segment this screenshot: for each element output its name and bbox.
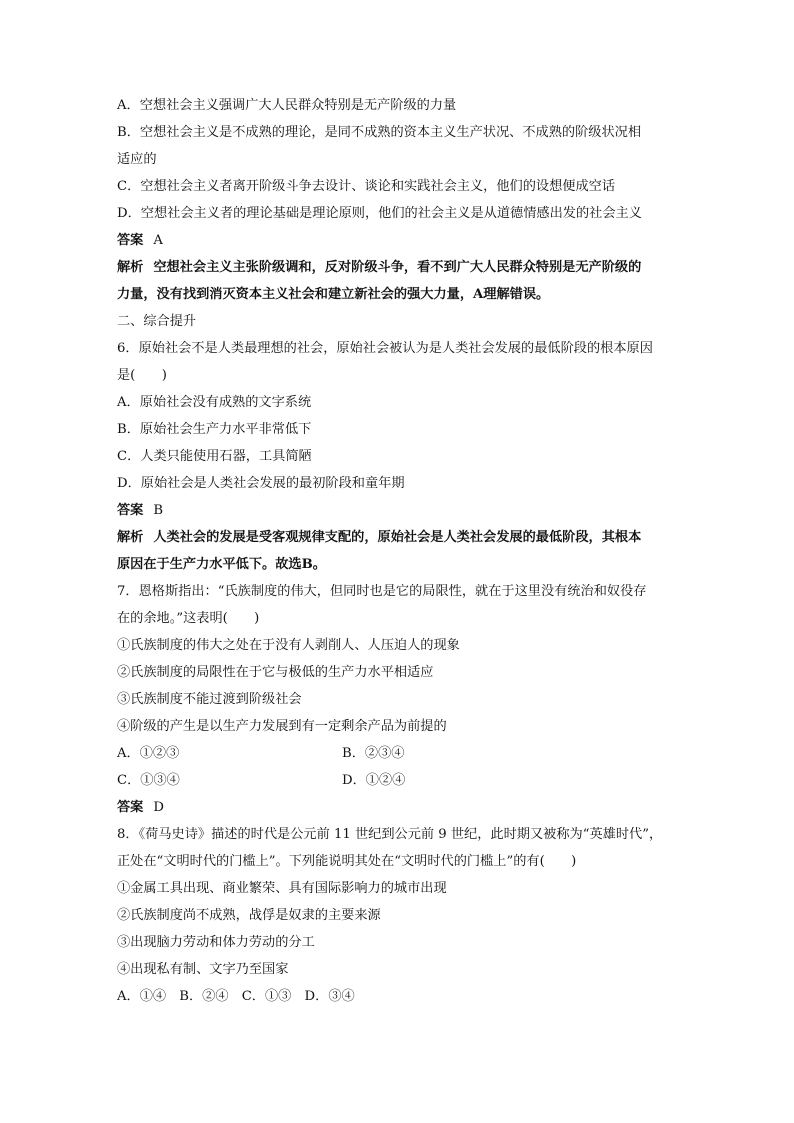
q6-option-a: A．原始社会没有成熟的文字系统: [117, 395, 312, 410]
q7-choices-row-2: [117, 767, 679, 794]
q8-item-1: ①金属工具出现、商业繁荣、具有国际影响力的城市出现: [117, 881, 447, 896]
page-content: [117, 92, 679, 1010]
answer-value: D: [153, 800, 164, 815]
q5-option-d: D．空想社会主义者的理论基础是理论原则，他们的社会主义是从道德情感出发的社会主义: [117, 206, 642, 221]
q5-analysis-line-2: 力量，没有找到消灭资本主义社会和建立新社会的强大力量，A理解错误。: [117, 287, 550, 302]
q6-option-c: C．人类只能使用石器，工具简陋: [117, 449, 312, 464]
q8-item-2: ②氏族制度尚不成熟，战俘是奴隶的主要来源: [117, 908, 381, 923]
q5-analysis-line-1: [117, 254, 679, 281]
q6-answer: [117, 497, 679, 524]
q6-option-d: D．原始社会是人类社会发展的最初阶段和童年期: [117, 476, 405, 491]
q7-choice-b: B．②③④: [342, 746, 405, 761]
q6-stem-line-2: 是( ): [117, 368, 167, 383]
answer-value: A: [153, 233, 163, 248]
q7-stem-line-1: 7．恩格斯指出：“氏族制度的伟大，但同时也是它的局限性，就在于这里没有统治和奴役存: [117, 584, 647, 599]
answer-label: 答案: [117, 800, 144, 815]
q6-option-b: B．原始社会生产力水平非常低下: [117, 422, 312, 437]
q7-item-4: ④阶级的产生是以生产力发展到有一定剩余产品为前提的: [117, 719, 447, 734]
q7-choices-row-1: [117, 740, 679, 767]
q8-stem-line-2: 正处在“文明时代的门槛上”。下列能说明其处在“文明时代的门槛上”的有( ): [117, 854, 577, 869]
q6-analysis-line-1: [117, 524, 679, 551]
q7-answer: [117, 794, 679, 821]
answer-label: 答案: [117, 503, 144, 518]
q7-choice-d: D．①②④: [342, 773, 406, 788]
q5-option-b: B．空想社会主义是不成熟的理论，是同不成熟的资本主义生产状况、不成熟的阶级状况相: [117, 125, 641, 140]
analysis-text: 空想社会主义主张阶级调和，反对阶级斗争，看不到广大人民群众特别是无产阶级的: [153, 260, 642, 275]
analysis-label: 解析: [117, 530, 144, 545]
q5-answer: [117, 227, 679, 254]
q7-item-2: ②氏族制度的局限性在于它与极低的生产力水平相适应: [117, 665, 434, 680]
q7-item-1: ①氏族制度的伟大之处在于没有人剥削人、人压迫人的现象: [117, 638, 460, 653]
q5-option-c: C．空想社会主义者离开阶级斗争去设计、谈论和实践社会主义，他们的设想便成空话: [117, 179, 616, 194]
q7-stem-line-2: 在的余地。”这表明( ): [117, 611, 260, 626]
q7-item-3: ③氏族制度不能过渡到阶级社会: [117, 692, 302, 707]
section-heading: 二、综合提升: [117, 314, 197, 329]
q8-item-3: ③出现脑力劳动和体力劳动的分工: [117, 935, 315, 950]
q5-option-b-cont: 适应的: [117, 152, 157, 167]
q5-option-a: A．空想社会主义强调广大人民群众特别是无产阶级的力量: [117, 98, 457, 113]
q7-choice-a: A．①②③: [117, 746, 180, 761]
q6-analysis-line-2: 原因在于生产力水平低下。故选B。: [117, 557, 326, 572]
q6-stem-line-1: 6．原始社会不是人类最理想的社会，原始社会被认为是人类社会发展的最低阶段的根本原因: [117, 341, 653, 356]
answer-label: 答案: [117, 233, 144, 248]
q8-choices: A．①④ B．②④ C．①③ D．③④: [117, 989, 355, 1004]
q8-stem-line-1: 8．《荷马史诗》描述的时代是公元前 11 世纪到公元前 9 世纪，此时期又被称为“英雄时代”，: [117, 827, 663, 842]
q7-choice-c: C．①③④: [117, 773, 180, 788]
analysis-label: 解析: [117, 260, 144, 275]
answer-value: B: [153, 503, 164, 518]
q8-item-4: ④出现私有制、文字乃至国家: [117, 962, 289, 977]
analysis-text: 人类社会的发展是受客观规律支配的，原始社会是人类社会发展的最低阶段，其根本: [153, 530, 642, 545]
